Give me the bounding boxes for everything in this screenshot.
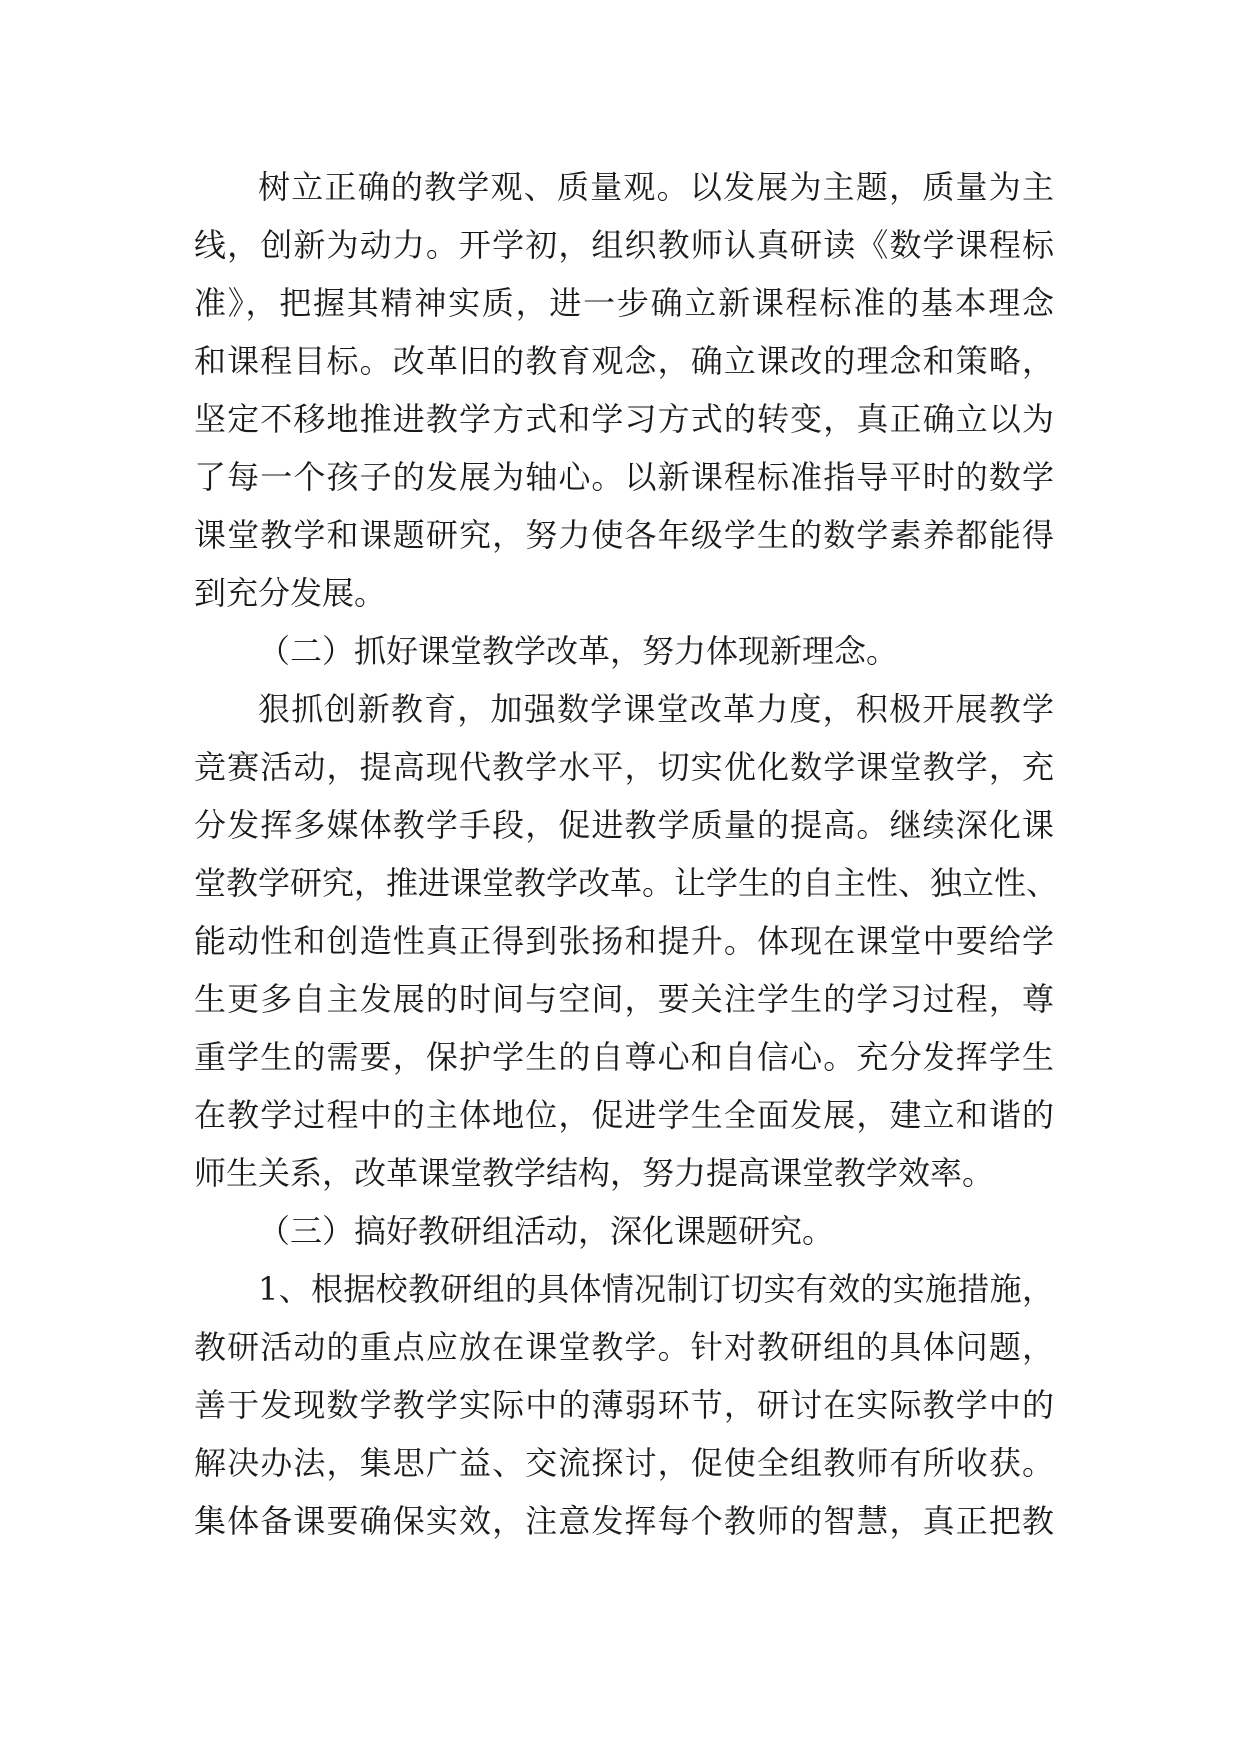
paragraph-line: 教研活动的重点应放在课堂教学。针对教研组的具体问题， xyxy=(194,1328,1054,1366)
paragraph-line: 了每一个孩子的发展为轴心。以新课程标准指导平时的数学 xyxy=(194,458,1054,496)
paragraph-line: 1、根据校教研组的具体情况制订切实有效的实施措施， xyxy=(258,1270,1054,1308)
paragraph-line: 线，创新为动力。开学初，组织教师认真研读《数学课程标 xyxy=(194,226,1054,264)
paragraph-line: 和课程目标。改革旧的教育观念，确立课改的理念和策略， xyxy=(194,342,1054,380)
paragraph-line: 解决办法，集思广益、交流探讨，促使全组教师有所收获。 xyxy=(194,1444,1054,1482)
document-body xyxy=(194,158,1059,1550)
paragraph-line: 到充分发展。 xyxy=(194,574,387,612)
paragraph-line: 在教学过程中的主体地位，促进学生全面发展，建立和谐的 xyxy=(194,1096,1054,1134)
section-heading: （三）搞好教研组活动，深化课题研究。 xyxy=(258,1212,835,1250)
paragraph-line: 生更多自主发展的时间与空间，要关注学生的学习过程，尊 xyxy=(194,980,1054,1018)
paragraph-line: 分发挥多媒体教学手段，促进教学质量的提高。继续深化课 xyxy=(194,806,1054,844)
paragraph-line: 集体备课要确保实效，注意发挥每个教师的智慧，真正把教 xyxy=(194,1502,1054,1540)
paragraph-line: 重学生的需要，保护学生的自尊心和自信心。充分发挥学生 xyxy=(194,1038,1054,1076)
section-heading: （二）抓好课堂教学改革，努力体现新理念。 xyxy=(258,632,899,670)
paragraph-line: 坚定不移地推进教学方式和学习方式的转变，真正确立以为 xyxy=(194,400,1054,438)
paragraph-line: 竞赛活动，提高现代教学水平，切实优化数学课堂教学，充 xyxy=(194,748,1054,786)
paragraph-line: 课堂教学和课题研究，努力使各年级学生的数学素养都能得 xyxy=(194,516,1054,554)
paragraph-line: 树立正确的教学观、质量观。以发展为主题，质量为主 xyxy=(258,168,1054,206)
paragraph-line: 狠抓创新教育，加强数学课堂改革力度，积极开展教学 xyxy=(258,690,1054,728)
paragraph-line: 堂教学研究，推进课堂教学改革。让学生的自主性、独立性、 xyxy=(194,864,1059,902)
paragraph-line: 准》，把握其精神实质，进一步确立新课程标准的基本理念 xyxy=(194,284,1054,322)
paragraph-line: 师生关系，改革课堂教学结构，努力提高课堂教学效率。 xyxy=(194,1154,995,1192)
paragraph-line: 善于发现数学教学实际中的薄弱环节，研讨在实际教学中的 xyxy=(194,1386,1054,1424)
paragraph-line: 能动性和创造性真正得到张扬和提升。体现在课堂中要给学 xyxy=(194,922,1054,960)
